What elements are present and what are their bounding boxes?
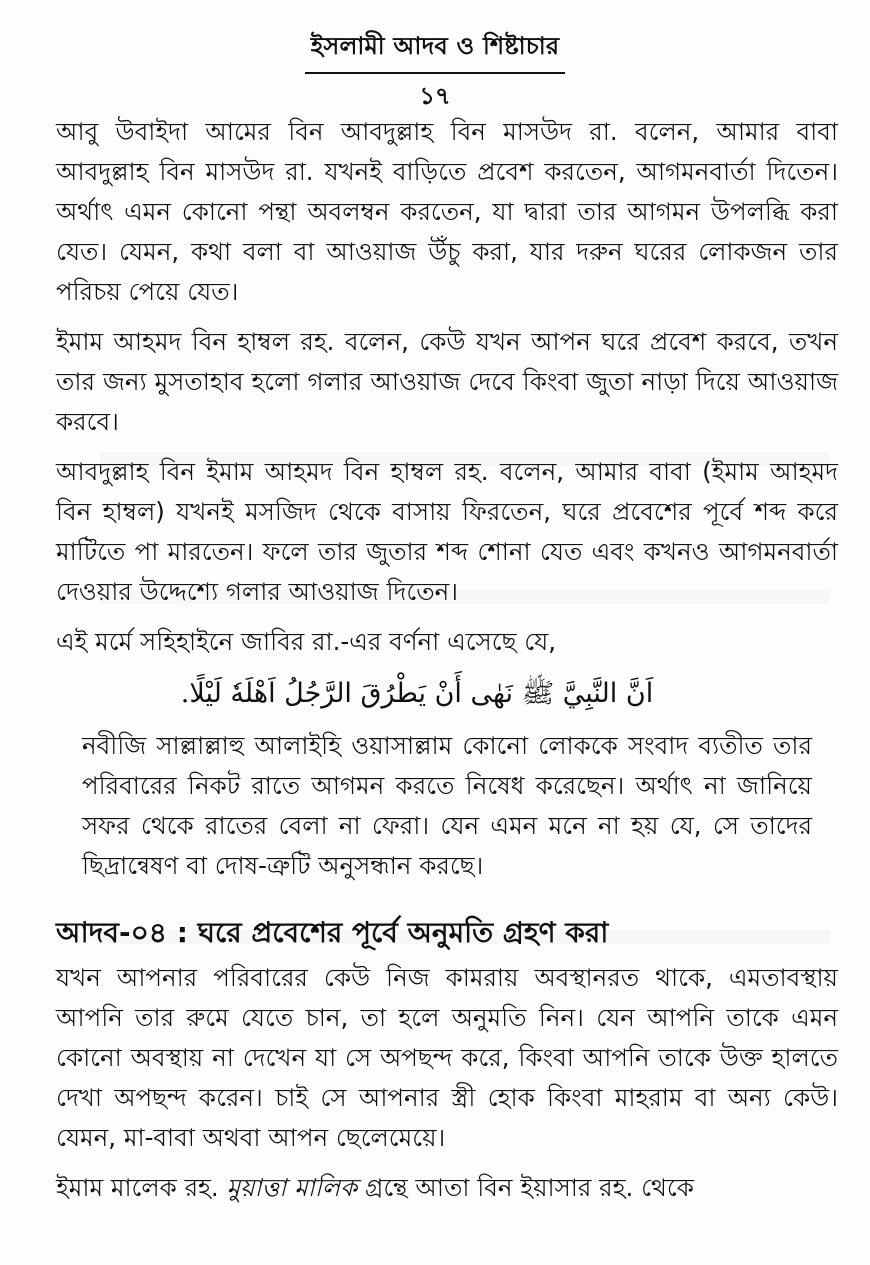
last-line-end: গ্রন্থে আতা বিন ইয়াসার রহ. থেকে [364,1173,694,1202]
paragraph: আবু উবাইদা আমের বিন আবদুল্লাহ বিন মাসউদ রা. বলেন, আমার বাবা আবদুল্লাহ বিন মাসউদ রা. যখনই বাড়িতে প্রবেশ করতেন, আগমনবার্তা দিতেন। অর্থাৎ এমন কোনো পন্থা অবলম্বন করতেন, যা দ্বারা তার আগমন উপলব্ধি করা যেত। যেমন, কথা বলা বা আওয়াজ উঁচু করা, যার দরুন ঘরের লোকজন তার পরিচয় পেয়ে যেত। [56,117,838,306]
last-line-start: ইমাম মালেক রহ. [56,1173,219,1202]
section-heading: আদব-০৪ : ঘরে প্রবেশের পূর্বে অনুমতি গ্রহণ করা [56,916,609,949]
book-title: ইসলামী আদব ও শিষ্টাচার [305,28,566,74]
paragraph: ইমাম আহমদ বিন হাম্বল রহ. বলেন, কেউ যখন আপন ঘরে প্রবেশ করবে, তখন তার জন্য মুসতাহাব হলো গলার আওয়াজ দেবে কিংবা জুতা নাড়া দিয়ে আওয়াজ করবে। [56,327,838,436]
paragraph: যখন আপনার পরিবারের কেউ নিজ কামরায় অবস্থানরত থাকে, এমতাবস্থায় আপনি তার রুমে যেতে চান, তা হলে অনুমতি নিন। যেন আপনি তাকে এমন কোনো অবস্থায় না দেখেন যা সে অপছন্দ করে, কিংবা আপনি তাকে উক্ত হালতে দেখা অপছন্দ করেন। চাই সে আপনার স্ত্রী হোক কিংবা মাহরাম বা অন্য কেউ। যেমন, মা-বাবা অথবা আপন ছেলেমেয়ে। [56,963,838,1152]
running-header [0,28,870,118]
book-reference: মুয়াত্তা মালিক [226,1173,358,1202]
paragraph: এই মর্মে সহিহাইনে জাবির রা.-এর বর্ণনা এসেছে যে, [56,627,557,656]
page-body [56,112,838,1218]
paragraph: আবদুল্লাহ বিন ইমাম আহমদ বিন হাম্বল রহ. বলেন, আমার বাবা (ইমাম আহমদ বিন হাম্বল) যখনই মসজিদ থেকে বাসায় ফিরতেন, ঘরে প্রবেশের পূর্বে শব্দ করে মাটিতে পা মারতেন। ফলে তার জুতার শব্দ শোনা যেত এবং কখনও আগমনবার্তা দেওয়ার উদ্দেশ্যে গলার আওয়াজ দিতেন। [56,457,838,606]
page-number: ১৭ [419,82,451,110]
arabic-hadith: اَنَّ النَّبِيَّ ﷺ نَهٰى أَنْ يَطْرُقَ الرَّجُلُ اَهْلَهٗ لَيْلًا. [180,678,654,709]
hadith-translation: নবীজি সাল্লাল্লাহু আলাইহি ওয়াসাল্লাম কোনো লোককে সংবাদ ব্যতীত তার পরিবারের নিকট রাতে আগমন করতে নিষেধ করেছেন। অর্থাৎ না জানিয়ে সফর থেকে রাতের বেলা না ফেরা। যেন এমন মনে না হয় যে, সে তাদের ছিদ্রান্বেষণ বা দোষ-ত্রুটি অনুসন্ধান করছে। [82,731,812,880]
paragraph-last-line [56,1168,838,1208]
